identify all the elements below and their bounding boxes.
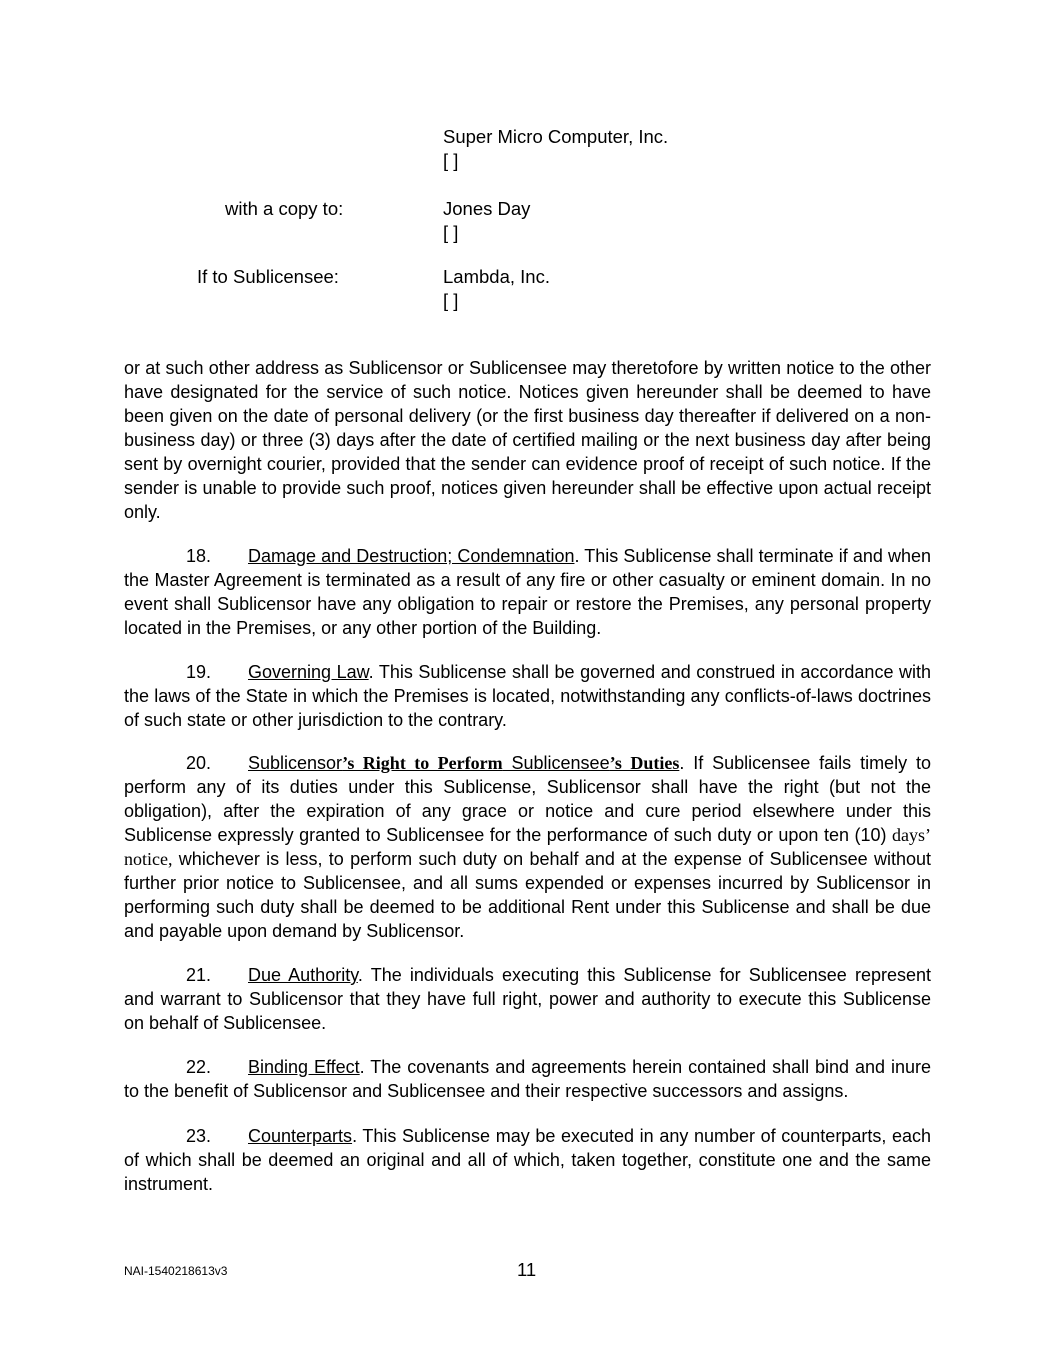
copy-name: Jones Day (443, 198, 531, 219)
footer-document-id: NAI-1540218613v3 (124, 1264, 228, 1278)
section-22-number: 22. (186, 1057, 212, 1077)
section-19-number: 19. (186, 662, 212, 682)
copy-label: with a copy to: (225, 198, 344, 219)
section-20-body-part3: whichever is less, to perform such duty on behalf and at the expense of Sublicensee without further prior notice to Sublicensee, and all sums expended or expenses incurred by Sublicensor in performing such duty shall be deemed to be additional Rent under this Sublicense and shall be due and payable upon demand by Sublicensor. (124, 849, 931, 941)
section-20-body-part1: . If Sublicensee fails timely to perform any of its duties under this Sublicense, Sublicensor shall have the right (but not the obligation), after the expiration of any grace or notice and cure period elsewhere under this Sublicense expressly granted to Sublicensee for the performance of such duty or upon ten (10) (124, 753, 931, 845)
section-19-body: . This Sublicense shall be governed and construed in accordance with the laws of the State in which the Premises is located, notwithstanding any conflicts-of-laws doctrines of such state or other jurisdiction to the contrary. (124, 662, 932, 730)
section-18 (124, 544, 931, 640)
section-18-heading: Damage and Destruction; Condemnation (248, 546, 575, 566)
section-18-body: . This Sublicense shall terminate if and when the Master Agreement is terminated as a result of any fire or other casualty or eminent domain. In no event shall Sublicensor have any obligation to repair or restore the Premises, any personal property located in the Premises, or any other portion of the Building. (124, 546, 931, 638)
section-21-body: . The individuals executing this Sublicense for Sublicensee represent and warrant to Sublicensor that they have full right, power and authority to execute this Sublicense on behalf of Sublicensee. (124, 965, 931, 1033)
section-23-heading: Counterparts (248, 1126, 353, 1146)
section-20-heading-part2: ’s Right to Perform (342, 753, 503, 773)
section-19-heading: Governing Law (248, 662, 369, 682)
section-21-heading: Due Authority (248, 965, 358, 985)
section-22 (124, 1055, 931, 1103)
section-21 (124, 963, 931, 1035)
section-20 (124, 751, 931, 943)
sublicensee-name: Lambda, Inc. (443, 266, 550, 287)
section-22-body: . The covenants and agreements herein contained shall bind and inure to the benefit of Sublicensor and Sublicensee and their respective successors and assigns. (124, 1057, 931, 1101)
section-20-heading-part3: Sublicensee (502, 753, 610, 773)
section-23 (124, 1124, 931, 1196)
section-23-number: 23. (186, 1126, 212, 1146)
landlord-address: [ ] (443, 150, 459, 171)
section-21-number: 21. (186, 965, 212, 985)
section-22-heading: Binding Effect (248, 1057, 360, 1077)
section-18-number: 18. (186, 546, 212, 566)
section-23-body: . This Sublicense may be executed in any number of counterparts, each of which shall be deemed an original and all of which, taken together, constitute one and the same instrument. (124, 1126, 931, 1194)
sublicensee-label: If to Sublicensee: (197, 266, 339, 287)
section-20-number: 20. (186, 753, 212, 773)
sublicensee-address: [ ] (443, 290, 459, 311)
section-20-heading-part1: Sublicensor (248, 753, 343, 773)
copy-address: [ ] (443, 222, 459, 243)
section-20-body-part2: days’ notice, (124, 825, 931, 869)
landlord-name: Super Micro Computer, Inc. (443, 126, 669, 147)
page-number: 11 (517, 1259, 537, 1280)
notice-continuation-paragraph: or at such other address as Sublicensor or Sublicensee may theretofore by written notice to the other have designated for the service of such notice. Notices given hereunder shall be deemed to have been given on the date of personal delivery (or the first business day thereafter if delivered on a non-business day) or three (3) days after the date of certified mailing or the next business day after being sent by overnight courier, provided that the sender can evidence proof of receipt of such notice. If the sender is unable to provide such proof, notices given hereunder shall be effective upon actual receipt only. (124, 358, 931, 522)
section-20-heading-part4: ’s Duties (609, 753, 680, 773)
section-19 (124, 660, 931, 732)
